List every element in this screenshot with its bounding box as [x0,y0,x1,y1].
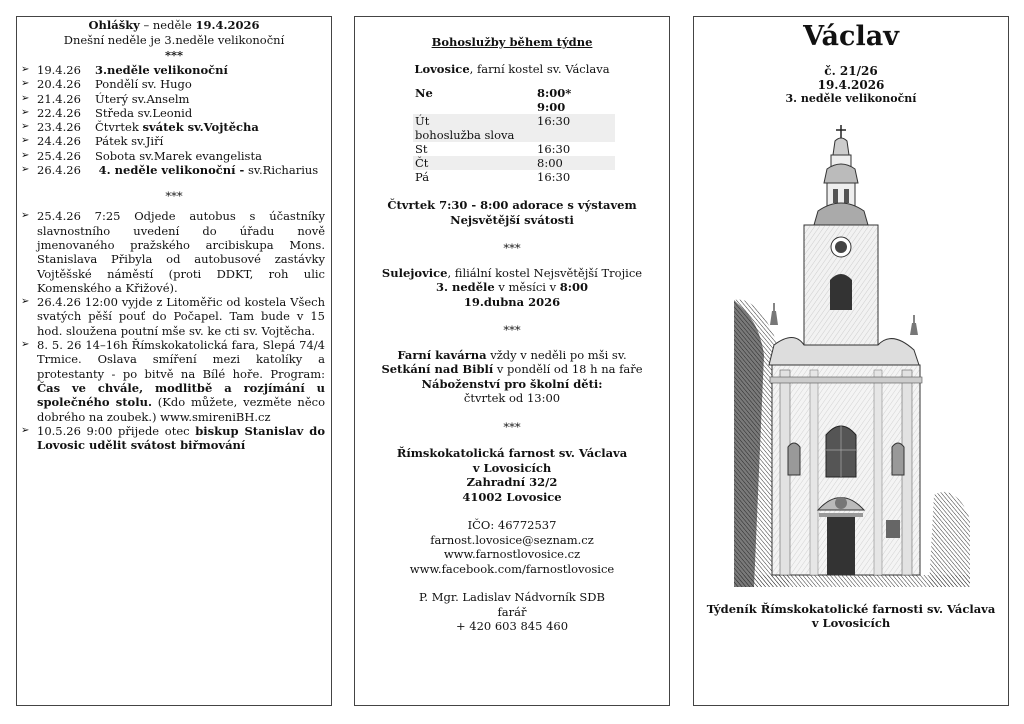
mass-times-table [413,86,615,184]
adoration-line-1: Čtvrtek 7:30 - 8:00 adorace s výstavem [387,198,637,212]
mass-day: Pá [415,170,430,184]
cover-panel [693,16,1009,706]
schedule-date: 19.4.26 [37,63,81,77]
contact-facebook[interactable]: www.facebook.com/farnostlovosice [409,561,615,576]
mass-day: St [415,142,428,156]
mass-time: 16:30 [535,114,615,128]
church2-date: 19.dubna 2026 [463,294,561,309]
priest-name: P. Mgr. Ladislav Nádvorník SDB [419,590,605,604]
announcements-subtitle: Dnešní neděle je 3.neděle velikonoční [63,33,285,47]
school-desc: čtvrtek od 13:00 [463,391,561,405]
mass-row [413,156,615,170]
arrow-bullet-icon: ➢ [21,424,30,436]
schedule-date: 21.4.26 [37,91,81,106]
announcements-panel [16,16,332,706]
schedule-text: Sobota sv.Marek evangelista [95,148,262,163]
church2-block [355,266,669,310]
schedule-text: Úterý sv.Anselm [95,91,190,106]
mass-row [413,128,615,142]
church1-desc: , farní kostel sv. Václava [469,61,610,76]
schedule-date: 24.4.26 [37,134,81,149]
announcements-date: 19.4.2026 [195,18,260,32]
adoration-note [355,198,669,227]
parish-address [355,446,669,504]
schedule-bold: 3.neděle velikonoční [95,63,228,77]
mass-time: 16:30 [537,170,571,184]
mass-row [413,142,615,156]
header-stars: *** [164,48,184,62]
event-text: 26.4.26 12:00 vyjde z Litoměřic od kostela Všech svatých pěší pouť do Počapel. Tam bude v 15 hod. sloužena poutní mše sv. ke cti sv. Vojtěcha. [37,295,325,338]
arrow-bullet-icon: ➢ [21,149,30,161]
mass-time: 9:00 [537,100,566,114]
address-line: v Lovosicích [472,460,552,475]
contact-ico: IČO: 46772537 [467,518,557,532]
church2-sunday: 3. neděle [435,280,495,294]
event-text: 8. 5. 26 14–16h Římskokatolická fara, Slepá 74/4 Trmice. Oslava smíření mezi katolíky a protestanty - po bitvě na Bílé hoře. Program: [37,338,325,381]
schedule-bold: svátek sv.Vojtěcha [142,120,259,135]
schedule-item [21,106,331,120]
separator-stars-c: *** [503,419,521,434]
mass-time: 16:30 [537,142,571,156]
mass-row [413,170,615,184]
arrow-bullet-icon: ➢ [21,164,30,176]
schedule-date: 22.4.26 [37,105,81,120]
church2-time: 8:00 [559,280,589,294]
separator-stars: *** [165,189,183,204]
newsletter-title: Václav [803,21,899,52]
schedule-item [21,92,331,106]
mass-row [413,114,615,128]
cover-footer [694,602,1008,630]
schedule-text: Pondělí sv. Hugo [95,77,192,92]
bible-desc: v pondělí od 18 h na faře [493,362,643,376]
arrow-bullet-icon: ➢ [21,121,30,133]
contact-email[interactable]: farnost.lovosice@seznam.cz [430,532,594,547]
schedule-item [21,77,331,91]
address-line: 41002 Lovosice [462,489,562,504]
schedule-item [21,134,331,148]
schedule-item [21,120,331,134]
schedule-date: 26.4.26 [37,163,81,178]
schedule-text: Pátek sv.Jiří [95,134,164,149]
event-item [21,424,325,453]
schedule-date: 23.4.26 [37,120,81,135]
weekly-schedule [17,63,331,177]
schedule-text: Čtvrtek [95,120,143,135]
church-illustration [734,125,970,587]
mass-day [413,100,535,114]
arrow-bullet-icon: ➢ [21,78,30,90]
arrow-bullet-icon: ➢ [21,92,30,104]
event-item [21,295,325,338]
services-heading: Bohoslužby během týdne [431,35,593,49]
mass-day: Út [413,114,535,128]
issue-number: č. 21/26 [824,64,878,78]
schedule-text: Středa sv.Leonid [95,105,193,120]
priest-info [355,590,669,634]
services-panel [354,16,670,706]
mass-day: Ne [415,86,433,100]
footer-line-2: v Lovosicích [811,616,891,630]
activities-block [355,348,669,406]
mass-time [535,128,615,142]
school-label: Náboženství pro školní děti: [421,376,603,391]
schedule-item [21,149,331,163]
schedule-item [21,63,331,77]
footer-line-1: Týdeník Římskokatolické farnosti sv. Václava [706,602,996,616]
event-bold: biskup Stanislav do Lovosic udělit svátost biřmování [37,423,325,453]
issue-sunday: 3. neděle velikonoční [785,92,917,105]
priest-role: farář [497,604,527,619]
contact-website[interactable]: www.farnostlovosice.cz [443,547,581,561]
event-item [21,209,325,295]
arrow-bullet-icon: ➢ [21,64,30,75]
church2-mid: v měsíci v [494,280,560,294]
announcements-header [17,18,331,63]
schedule-bold: 4. neděle velikonoční - [98,163,245,178]
church2-desc: , filiální kostel Nejsvětější Trojice [447,265,643,280]
schedule-after: sv.Richarius [244,163,319,178]
parish-contacts [355,518,669,576]
separator-stars-a: *** [503,241,521,255]
arrow-bullet-icon: ➢ [21,339,30,351]
events-list [17,209,331,452]
address-line: Zahradní 32/2 [466,475,558,489]
arrow-bullet-icon: ➢ [21,106,30,118]
event-text: 10.5.26 9:00 přijede otec [37,423,196,438]
announcements-title: Ohlášky [88,18,140,32]
church2-name: Sulejovice [381,265,448,280]
adoration-line-2: Nejsvětější svátosti [450,212,574,227]
cafe-desc: vždy v neděli po mši sv. [486,347,627,362]
mass-row [413,100,615,114]
cafe-label: Farní kavárna [397,347,487,362]
arrow-bullet-icon: ➢ [21,135,30,147]
separator-stars-b: *** [503,323,521,337]
event-text-2: (Kdo můžete, vezměte něco dobrého na zoubek.) www.smireniBH.cz [37,395,325,424]
church1-name: Lovosice [414,61,470,76]
schedule-item [21,163,331,177]
event-bold: Čas ve chvále, modlitbě a rozjímání u společného stolu. [37,380,325,410]
mass-day: Čt [413,156,535,170]
arrow-bullet-icon: ➢ [21,296,30,308]
schedule-date: 20.4.26 [37,77,81,92]
mass-row [413,86,615,100]
priest-phone[interactable]: + 420 603 845 460 [455,619,569,633]
mass-day: bohoslužba slova [413,128,535,142]
title-separator: – neděle [139,18,196,32]
mass-time: 8:00 [535,156,615,170]
schedule-date: 25.4.26 [37,148,81,163]
event-text: 25.4.26 7:25 Odjede autobus s účastníky slavnostního uvedení do úřadu nově jmenovaného pražského arcibiskupa Mons. Stanislava Přibyla od autobusové zastávky Vojtěšské náměstí (proti DDKT, roh ulic Komenského a Křižové). [37,209,325,295]
mass-time: 8:00* [537,86,572,100]
bible-label: Setkání nad Biblí [381,362,494,376]
event-item [21,338,325,424]
issue-date: 19.4.2026 [817,78,885,92]
arrow-bullet-icon: ➢ [21,210,30,222]
address-line: Římskokatolická farnost sv. Václava [396,446,628,460]
